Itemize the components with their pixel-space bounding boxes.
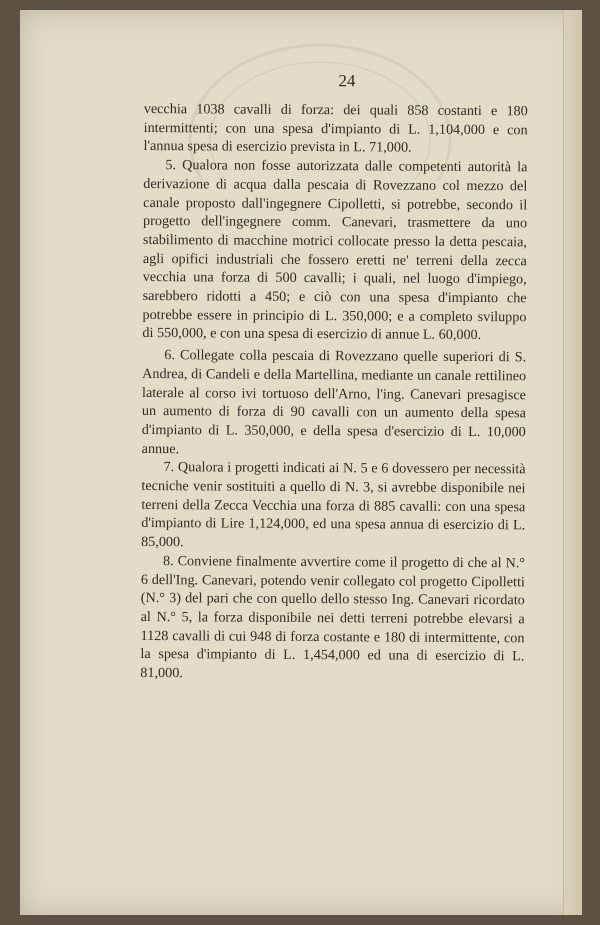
page-number: 24 <box>338 71 356 91</box>
book-page <box>20 10 582 915</box>
paragraph-continuation: vecchia 1038 cavalli di forza: dei quali 858 costanti e 180 intermittenti; con una spesa d'impianto di L. 1,104,000 e con l'annua spesa di esercizio prevista in L. 71,000. <box>143 100 528 157</box>
page-text-column <box>140 70 528 685</box>
binding-edge <box>563 10 582 915</box>
paragraph-8: 8. Conviene finalmente avvertire come il progetto di che al N.° 6 dell'Ing. Canevari, potendo venir collegato col progetto Cipolletti (N.° 3) del pari che con quello dello stesso Ing. Canevari ricordato al N.° 5, la forza disponibile nei detti terreni potrebbe elevarsi a 1128 cavalli di cui 948 di forza costante e 180 di intermittente, con la spesa d'impianto di L. 1,454,000 ed una di esercizio di L. 81,000. <box>140 553 526 682</box>
paragraph-7: 7. Qualora i progetti indicati ai N. 5 e 6 dovessero per necessità tecniche venir sostituiti a quello di N. 3, si avrebbe disponibile nei terreni della Zecca Vecchia una forza di 885 cavalli: con una spesa d'impianto di Lire 1,124,000, ed una spesa annua di esercizio di L. 85,000. <box>141 459 526 551</box>
paragraph-5: 5. Qualora non fosse autorizzata dalle competenti autorità la derivazione di acqua dalla pescaia di Rovezzano col mezzo del canale proposto dall'ingegnere Cipolletti, si potrebbe, secondo il progetto dell'ingegnere comm. Canevari, trasmettere da uno stabilimento di macchine motrici collocate presso la detta pescaia, agli opifici industriali che fossero eretti ne' terreni della zecca vecchia una forza di 500 cavalli; i quali, nel luogo d'impiego, sarebbero ridotti a 450; e ciò con una spesa d'impianto che potrebbe essere in principio di L. 350,000; e a completo sviluppo di 550,000, e con una spesa di esercizio di annue L. 60,000. <box>142 157 528 344</box>
paragraph-6: 6. Collegate colla pescaia di Rovezzano quelle superiori di S. Andrea, di Candeli e della Martellina, mediante un canale rettilineo laterale al corso ivi tortuoso dell'Arno, l'ing. Canevari presagisce un aumento di forza di 90 cavalli con un aumento della spesa d'impianto di L. 350,000, e della spesa d'esercizio di L. 10,000 annue. <box>141 347 527 457</box>
